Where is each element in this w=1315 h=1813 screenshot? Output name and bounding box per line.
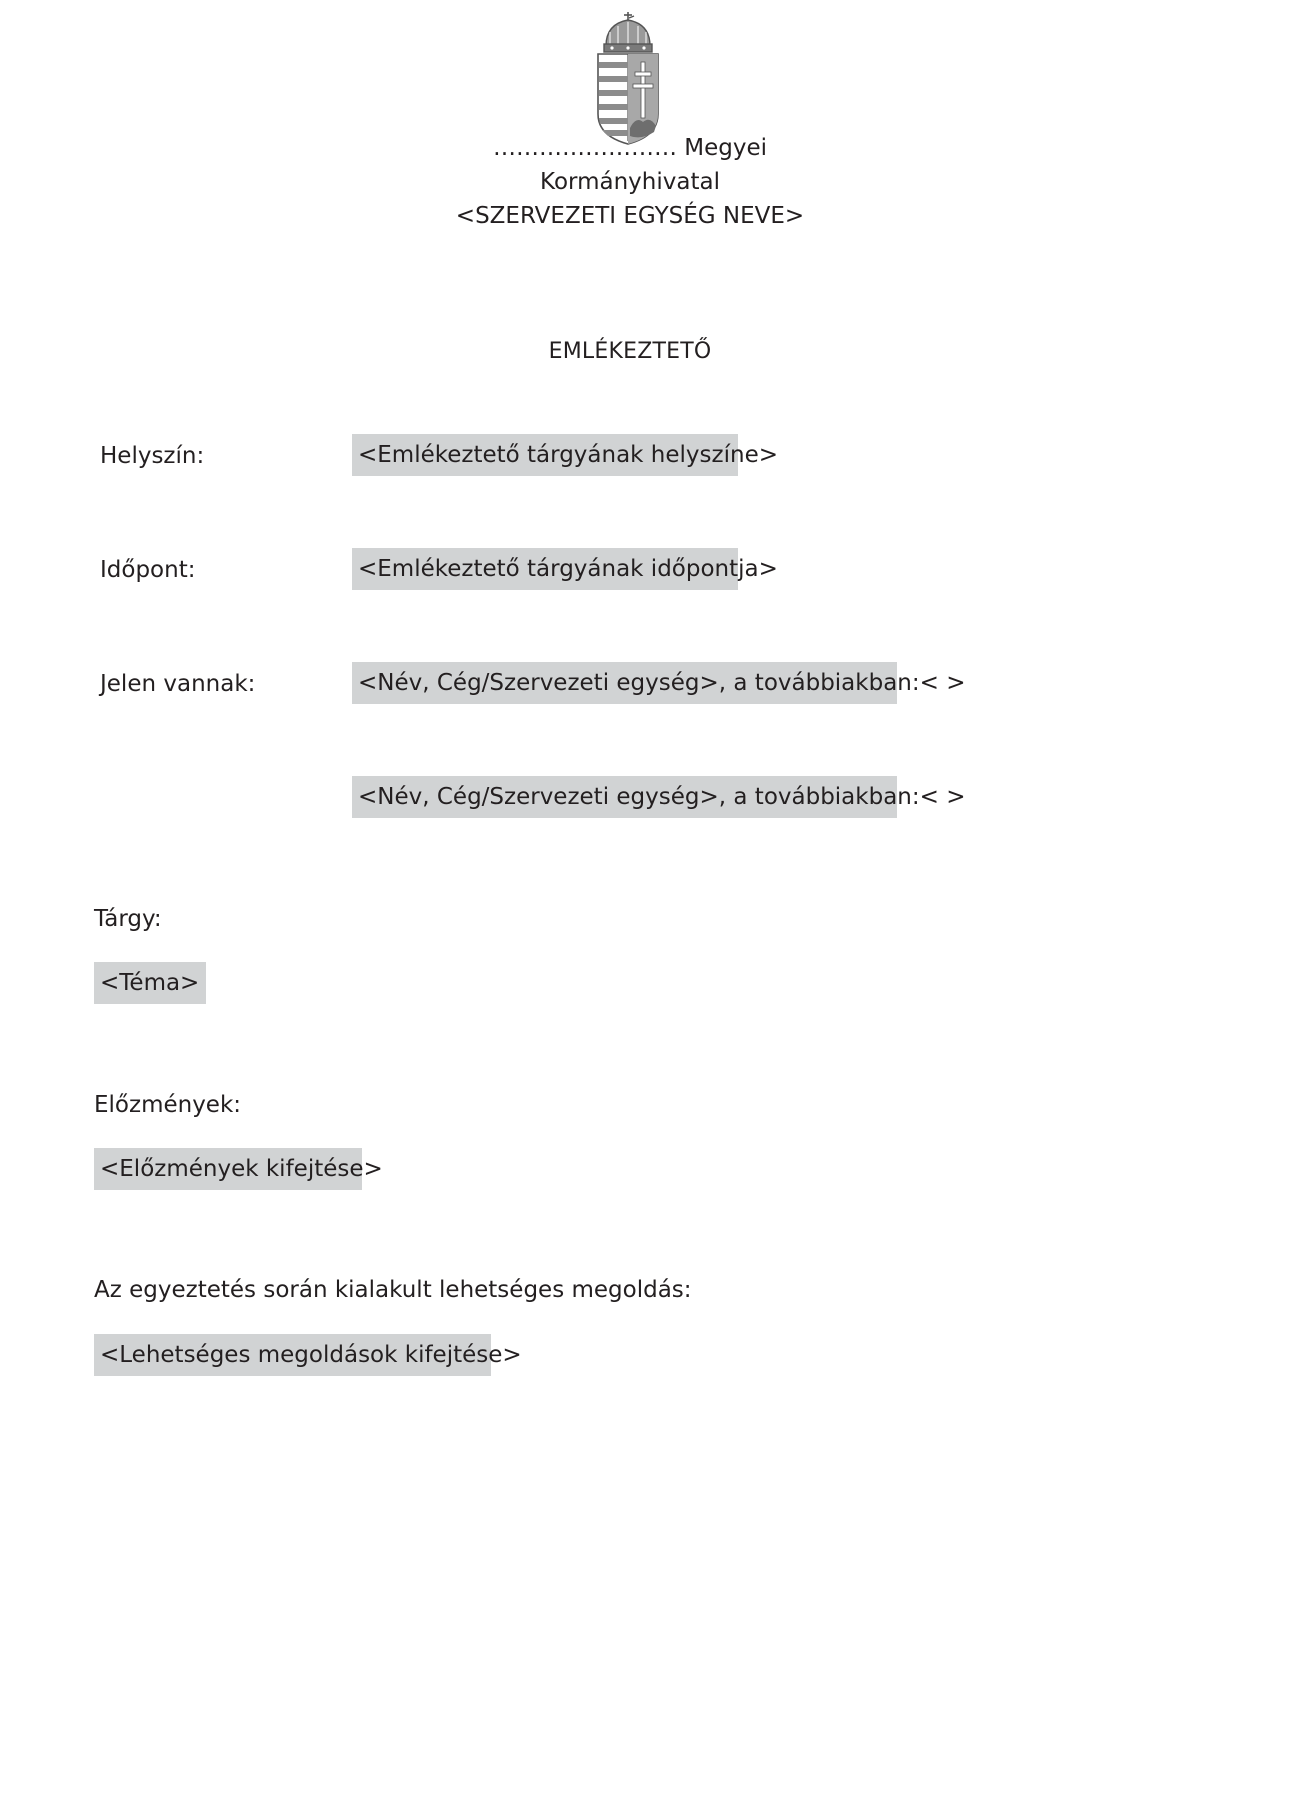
attendee-field-1[interactable]: <Név, Cég/Szervezeti egység>, a továbbiakban:< > (352, 662, 897, 704)
organizational-unit-name: <SZERVEZETI EGYSÉG NEVE> (455, 203, 805, 229)
solution-label: Az egyeztetés során kialakult lehetséges megoldás: (94, 1277, 692, 1303)
background-label: Előzmények: (94, 1092, 242, 1118)
attendees-label: Jelen vannak: (100, 671, 256, 697)
background-field[interactable]: <Előzmények kifejtése> (94, 1148, 362, 1190)
time-label: Időpont: (100, 557, 196, 583)
attendee-field-2[interactable]: <Név, Cég/Szervezeti egység>, a továbbiakban:< > (352, 776, 897, 818)
document-title: EMLÉKEZTETŐ (548, 339, 712, 364)
time-field[interactable]: <Emlékeztető tárgyának időpontja> (352, 548, 738, 590)
location-label: Helyszín: (100, 443, 205, 469)
location-field[interactable]: <Emlékeztető tárgyának helyszíne> (352, 434, 738, 476)
solution-field[interactable]: <Lehetséges megoldások kifejtése> (94, 1334, 491, 1376)
subject-field[interactable]: <Téma> (94, 962, 206, 1004)
office-name: Kormányhivatal (540, 169, 720, 195)
county-office-line: …………………… Megyei (492, 135, 768, 161)
subject-label: Tárgy: (94, 906, 162, 932)
coat-of-arms-icon (592, 10, 664, 146)
